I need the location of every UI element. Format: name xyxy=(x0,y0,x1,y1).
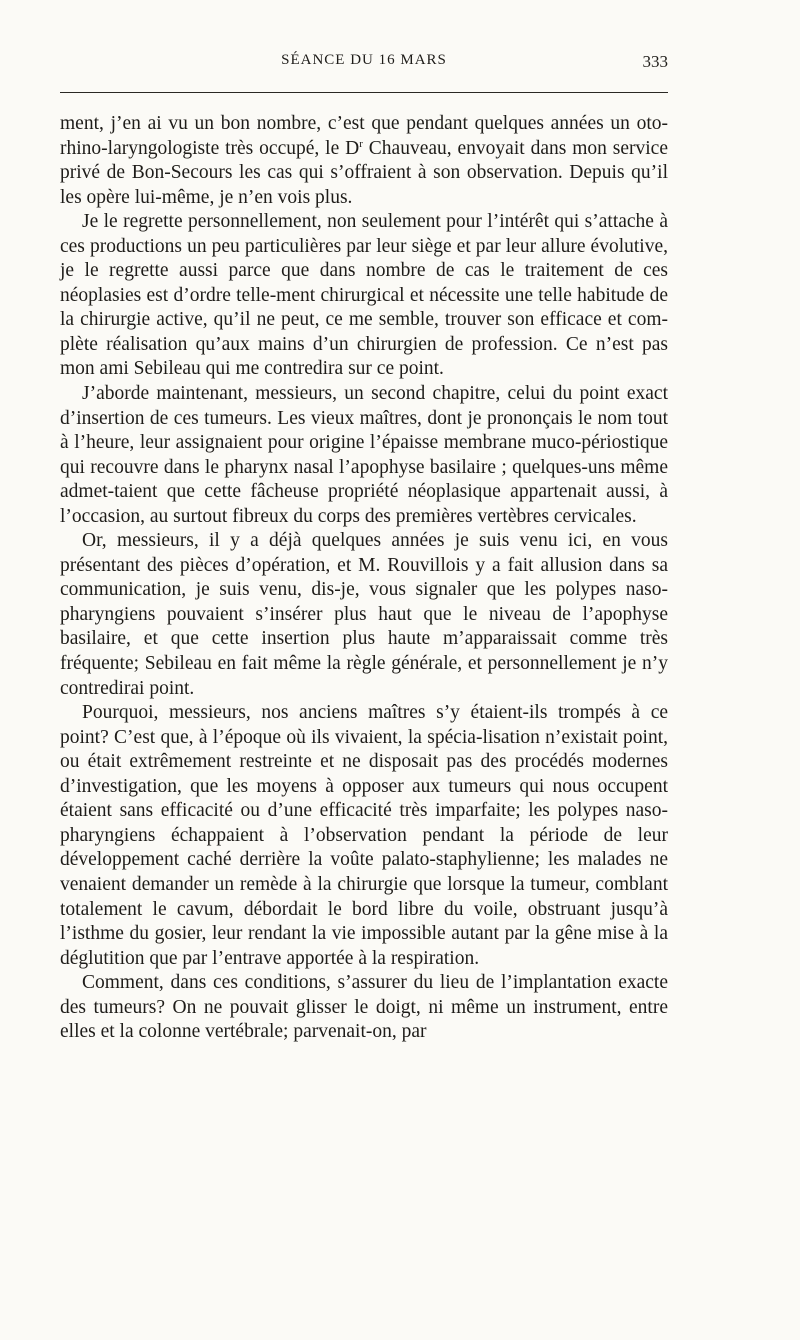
paragraph-text: ment, j’en ai vu un bon nombre, c’est que pendant quelques années un oto-rhino-laryngologiste très occupé, le D xyxy=(60,113,668,159)
paragraph: Je le regrette personnellement, non seulement pour l’intérêt qui s’attache à ces productions un peu particulières par leur siège et par leur allure évolutive, je le regrette aussi parce que dans nombre de cas le traitement de ces néoplasies est d’ordre telle-ment chirurgical et nécessite une telle habitude de la chirurgie active, qu’il ne peut, ce me semble, trouver son efficace et com-plète réalisation qu’aux mains d’un chirurgien de profession. Ce n’est pas mon ami Sebileau qui me contredira sur ce point. xyxy=(60,211,668,380)
body-text xyxy=(60,112,668,1045)
paragraph-continuation xyxy=(60,112,668,210)
header-rule xyxy=(60,92,668,93)
paragraph: J’aborde maintenant, messieurs, un second chapitre, celui du point exact d’insertion de ces tumeurs. Les vieux maîtres, dont je prononçais le nom tout à l’heure, leur assignaient pour origine l’épaisse membrane muco-périostique qui recouvre dans le pharynx nasal l’apophyse basilaire ; quelques-uns même admet-taient que cette fâcheuse propriété néoplasique appartenait aussi, à l’occasion, au surtout fibreux du corps des premières vertèbres cervicales. xyxy=(60,383,668,527)
page-number: 333 xyxy=(642,52,668,71)
paragraph: Pourquoi, messieurs, nos anciens maîtres s’y étaient-ils trompés à ce point? C’est que, à l’époque où ils vivaient, la spécia-lisation n’existait point, ou était extrêmement restreinte et ne disposait pas des procédés modernes d’investigation, que les moyens à opposer aux tumeurs qui nous occupent étaient sans efficacité ou d’une efficacité très imparfaite; les polypes naso-pharyngiens échappaient à l’observation pendant la période de leur développement caché derrière la voûte palato-staphylienne; les malades ne venaient demander un remède à la chirurgie que lorsque la tumeur, comblant totalement le cavum, débordait le bord libre du voile, obstruant jusqu’à l’isthme du gosier, leur rendant la vie impossible autant par la gêne mise à la déglutition que par l’entrave apportée à la respiration. xyxy=(60,702,668,969)
superscript: r xyxy=(359,137,363,150)
running-title: SÉANCE DU 16 MARS xyxy=(281,52,447,68)
paragraph-text: Chauveau, envoyait dans mon service privé de Bon-Secours les cas qui s’offraient à son observation. Depuis qu’il les opère lui-même, je n’en vois plus. xyxy=(60,137,668,208)
running-header xyxy=(60,52,668,74)
paragraph: Or, messieurs, il y a déjà quelques années je suis venu ici, en vous présentant des pièces d’opération, et M. Rouvillois y a fait allusion dans sa communication, je suis venu, dis-je, vous signaler que les polypes naso-pharyngiens pouvaient s’insérer plus haut que le niveau de l’apophyse basilaire, et que cette insertion plus haute m’apparaissait comme très fréquente; Sebileau en fait même la règle générale, et personnellement je n’y contredirai point. xyxy=(60,530,668,699)
paragraph: Comment, dans ces conditions, s’assurer du lieu de l’implantation exacte des tumeurs? On ne pouvait glisser le doigt, ni même un instrument, entre elles et la colonne vertébrale; parvenait-on, par xyxy=(60,972,668,1043)
